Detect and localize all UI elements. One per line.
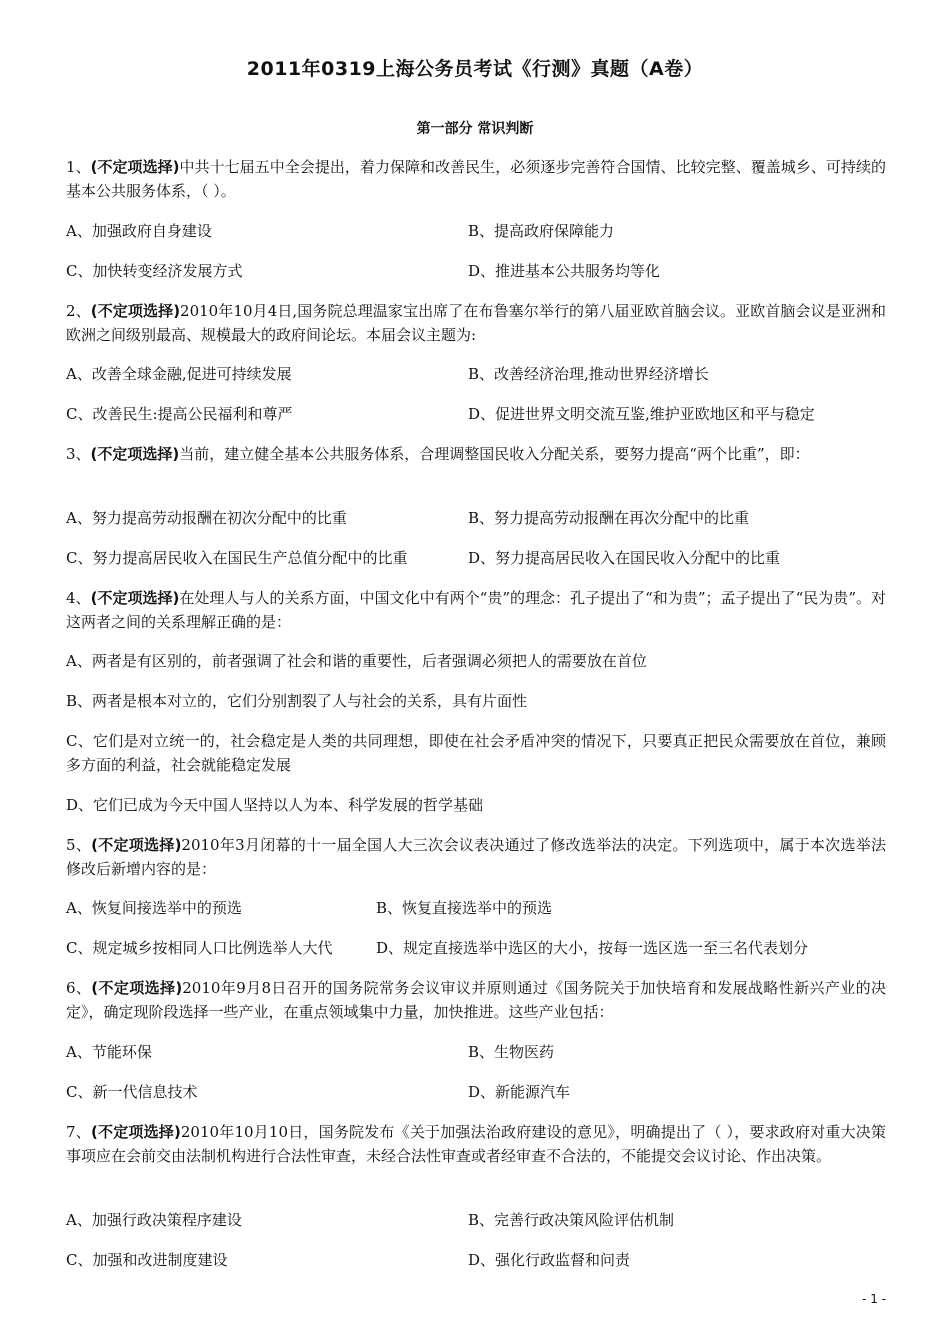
question-3-option-d: D、努力提高居民收入在国民收入分配中的比重: [468, 549, 781, 567]
question-3-option-c: C、努力提高居民收入在国民生产总值分配中的比重: [66, 549, 408, 567]
question-4-option-a: A、两者是有区别的，前者强调了社会和谐的重要性，后者强调必须把人的需要放在首位: [66, 652, 647, 670]
question-7-stem: [66, 1120, 886, 1168]
question-number: 4、: [66, 589, 91, 607]
question-2-option-d: D、促进世界文明交流互鉴,维护亚欧地区和平与稳定: [468, 405, 815, 423]
question-type-tag: (不定项选择): [91, 836, 182, 854]
question-7-option-b: B、完善行政决策风险评估机制: [468, 1211, 675, 1229]
question-type-tag: (不定项选择): [90, 445, 180, 463]
question-2-option-c: C、改善民生:提高公民福利和尊严: [66, 405, 293, 423]
question-1-option-d: D、推进基本公共服务均等化: [468, 262, 661, 280]
question-5-option-a: A、恢复间接选举中的预选: [66, 899, 242, 917]
question-text: 中共十七届五中全会提出，着力保障和改善民生，必须逐步完善符合国情、比较完整、覆盖城乡、可持续的基本公共服务体系，（ ）。: [66, 158, 886, 200]
question-text: 2010年9月8日召开的国务院常务会议审议并原则通过《国务院关于加快培育和发展战略性新兴产业的决定》，确定现阶段选择一些产业，在重点领域集中力量，加快推进。这些产业包括：: [66, 979, 887, 1021]
question-1-option-a: A、加强政府自身建设: [66, 222, 212, 240]
question-number: 1、: [66, 158, 91, 176]
question-text: 在处理人与人的关系方面，中国文化中有两个“贵”的理念：孔子提出了“和为贵”；孟子提出了“民为贵”。对这两者之间的关系理解正确的是：: [66, 589, 887, 631]
question-2-option-a: A、改善全球金融,促进可持续发展: [66, 365, 292, 383]
question-7-option-d: D、强化行政监督和问责: [468, 1251, 631, 1269]
question-5-stem: [66, 833, 886, 881]
question-3-option-b: B、努力提高劳动报酬在再次分配中的比重: [468, 509, 750, 527]
question-6-option-a: A、节能环保: [66, 1043, 152, 1061]
question-type-tag: (不定项选择): [91, 979, 183, 997]
question-7-option-c: C、加强和改进制度建设: [66, 1251, 228, 1269]
question-6-stem: [66, 976, 886, 1024]
question-type-tag: (不定项选择): [90, 302, 181, 320]
question-4-option-b: B、两者是根本对立的，它们分别割裂了人与社会的关系，具有片面性: [66, 692, 528, 710]
question-1-option-c: C、加快转变经济发展方式: [66, 262, 243, 280]
question-text: 当前，建立健全基本公共服务体系，合理调整国民收入分配关系，要努力提高“两个比重”，即：: [179, 445, 810, 463]
question-3-option-a: A、努力提高劳动报酬在初次分配中的比重: [66, 509, 347, 527]
document-title: 2011年0319上海公务员考试《行测》真题（A卷）: [246, 58, 704, 80]
question-4-stem: [66, 586, 886, 634]
question-text: 2010年3月闭幕的十一届全国人大三次会议表决通过了修改选举法的决定。下列选项中，属于本次选举法修改后新增内容的是：: [66, 836, 886, 878]
question-6-option-c: C、新一代信息技术: [66, 1083, 198, 1101]
question-5-option-b: B、恢复直接选举中的预选: [376, 899, 553, 917]
question-number: 5、: [66, 836, 92, 854]
question-type-tag: (不定项选择): [90, 589, 180, 607]
question-5-option-d: D、规定直接选举中选区的大小，按每一选区选一至三名代表划分: [376, 939, 809, 957]
question-number: 6、: [66, 979, 92, 997]
question-text: 2010年10月4日,国务院总理温家宝出席了在布鲁塞尔举行的第八届亚欧首脑会议。亚欧首脑会议是亚洲和欧洲之间级别最高、规模最大的政府间论坛。本届会议主题为:: [66, 302, 887, 344]
question-number: 3、: [66, 445, 91, 463]
question-2-option-b: B、改善经济治理,推动世界经济增长: [468, 365, 709, 383]
question-5-option-c: C、规定城乡按相同人口比例选举人大代: [66, 939, 333, 957]
question-2-stem: [66, 299, 886, 347]
question-type-tag: (不定项选择): [90, 1123, 181, 1141]
question-4-option-d: D、它们已成为今天中国人坚持以人为本、科学发展的哲学基础: [66, 796, 484, 814]
question-number: 2、: [66, 302, 91, 320]
section-heading: 第一部分 常识判断: [416, 121, 534, 137]
question-number: 7、: [66, 1123, 91, 1141]
question-1-stem: [66, 155, 886, 203]
question-text: 2010年10月10日，国务院发布《关于加强法治政府建设的意见》，明确提出了（ ），要求政府对重大决策事项应在会前交由法制机构进行合法性审查，未经合法性审查或者经审查不合法的，不能提交会议讨论、作出决策。: [66, 1123, 887, 1165]
question-6-option-d: D、新能源汽车: [468, 1083, 571, 1101]
question-4-option-c: C、它们是对立统一的，社会稳定是人类的共同理想，即使在社会矛盾冲突的情况下，只要真正把民众需要放在首位，兼顾多方面的利益，社会就能稳定发展: [66, 732, 886, 774]
question-7-option-a: A、加强行政决策程序建设: [66, 1211, 242, 1229]
question-6-option-b: B、生物医药: [468, 1043, 555, 1061]
question-1-option-b: B、提高政府保障能力: [468, 222, 615, 240]
question-type-tag: (不定项选择): [90, 158, 180, 176]
page-number: - 1 -: [862, 1292, 886, 1306]
question-3-stem: [66, 442, 886, 466]
